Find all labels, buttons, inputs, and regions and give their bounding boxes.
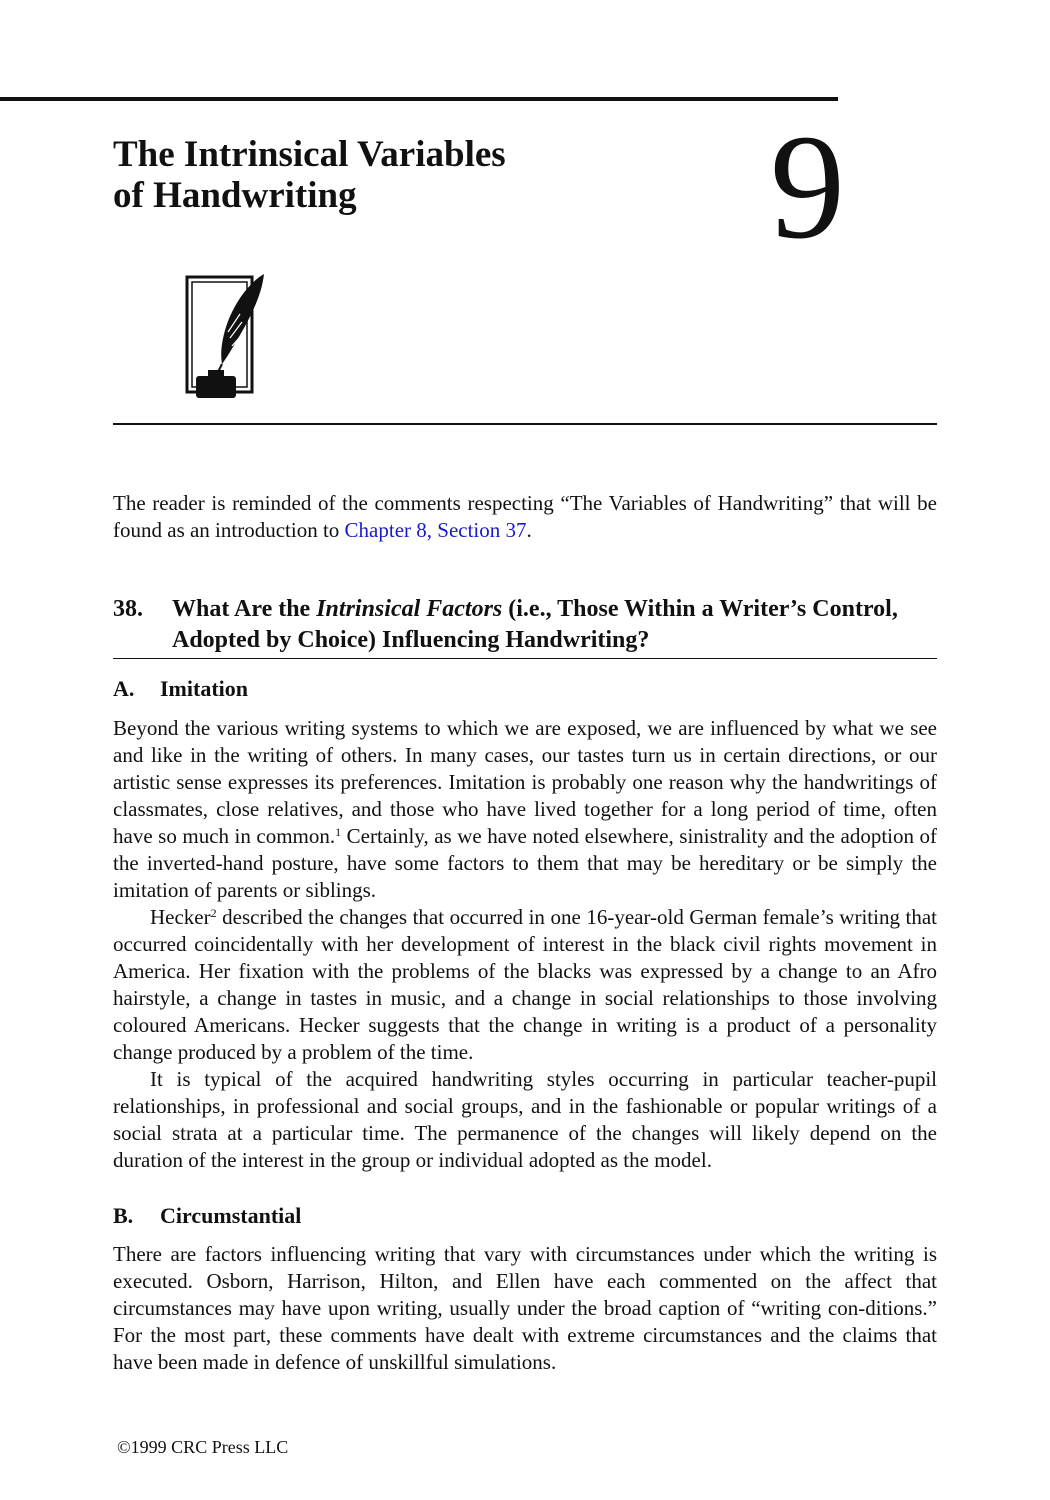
subsection-letter: B. [113,1203,134,1228]
section-heading-text [172,594,937,656]
subsection-a-body [113,715,937,1174]
intro-text-end: . [526,518,532,542]
copyright-footer: ©1999 CRC Press LLC [117,1437,289,1457]
paragraph: There are factors influencing writing that vary with circumstances under which the writing is executed. Osborn, Harrison, Hilton, and Ellen have each commented on the affect that circumstances may have upon writing, usually under the broad caption of “writing con-ditions.” For the most part, these comments have dealt with extreme circumstances and the claims that have been made in defence of unskillful simulations. [113,1242,937,1374]
subsection-b-heading [113,1202,301,1230]
chapter-8-section-37-link[interactable]: Chapter 8, Section 37 [344,518,527,542]
subsection-b-body [113,1241,937,1376]
section-heading-part: What Are the [172,596,317,622]
chapter-title-line-2: of Handwriting [113,175,357,216]
paragraph [113,715,937,904]
chapter-title-line-1: The Intrinsical Variables [113,134,506,175]
top-rule [0,97,838,101]
paragraph: It is typical of the acquired handwriting styles occurring in particular teacher-pupil relationships, in professional and social groups, and in the fashionable or popular writings of a social strata at a particular time. The permanence of the changes will likely depend on the duration of the interest in the group or individual adopted as the model. [113,1067,937,1172]
subsection-title: Imitation [160,676,248,701]
footnote-ref: 2 [210,906,217,920]
intro-paragraph [113,490,937,544]
subsection-a-heading [113,675,248,703]
section-heading-italic: Intrinsical Factors [316,596,503,622]
chapter-number: 9 [770,104,845,270]
paragraph [113,904,937,1066]
paragraph-text: Certainly, as we have noted elsewhere, sinistrality and the adoption of the inverted-hand posture, have some factors to them that may be hereditary or be simply the imitation of parents or siblings. [113,824,938,902]
paragraph-text: Beyond the various writing systems to which we are exposed, we are influenced by what we see and like in the writing of others. In many cases, our tastes turn us in certain directions, or our artistic sense expresses its preferences. Imitation is probably one reason why the handwritings of classmates, close relatives, and those who have lived together for a long period of time, often have so much in common. [113,716,937,848]
section-heading-part: (i.e., Those Within a Writer’s Control, Adopted by Choice) Influencing Handwriting? [172,596,898,653]
subsection-letter: A. [113,676,135,701]
chapter-title [113,134,506,216]
section-rule [113,658,937,659]
header-bottom-rule [113,423,937,425]
subsection-title: Circumstantial [160,1203,302,1228]
footnote-ref: 1 [335,825,342,839]
paragraph-text: described the changes that occurred in one 16-year-old German female’s writing that occurred coincidentally with her development of interest in the black civil rights movement in America. Her fixation with the problems of the blacks was expressed by a change to an Afro hairstyle, a change in tastes in music, and a change in social relationships to those involving coloured Americans. Hecker suggests that the change in writing is a product of a personality change produced by a problem of the time. [113,905,937,1064]
paragraph-text: Hecker [150,905,211,929]
section-38-heading [113,594,937,656]
section-number: 38. [113,596,143,622]
quill-inkwell-icon [182,272,270,405]
intro-text: The reader is reminded of the comments respecting “The Variables of Handwriting” that will be found as an introduction to [113,491,937,542]
